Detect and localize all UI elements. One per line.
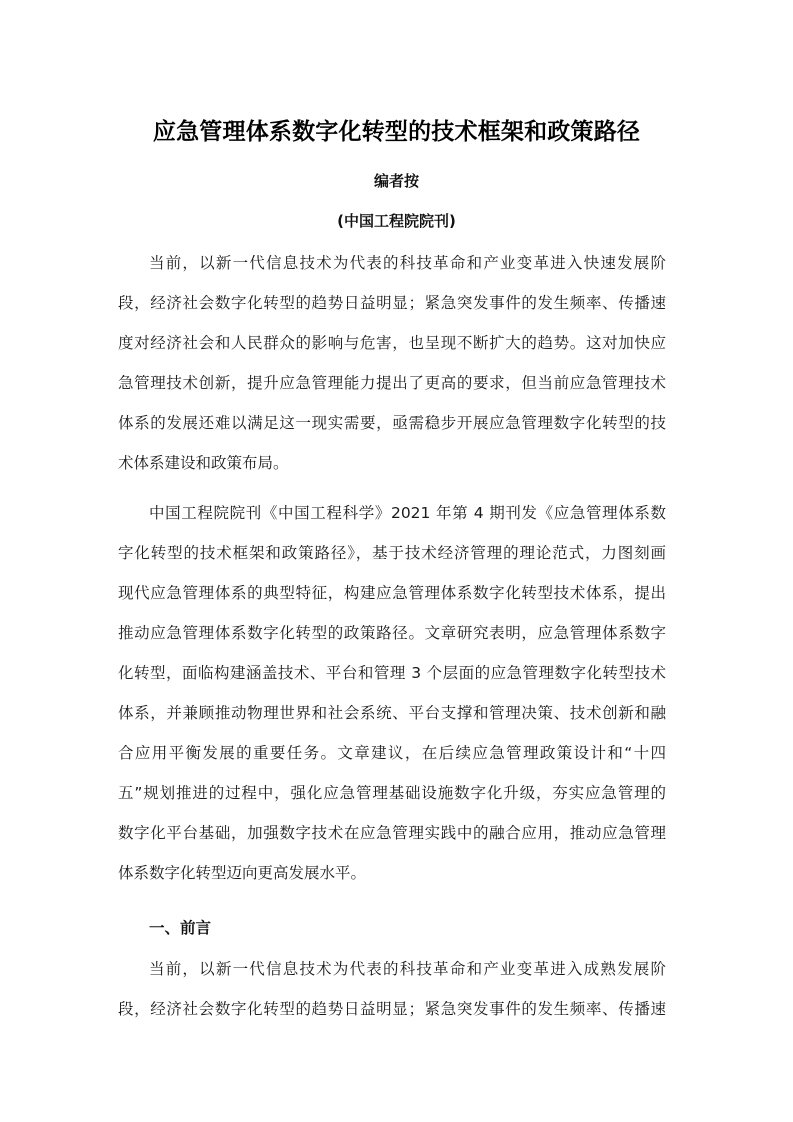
paragraph-3-line-2: 段，经济社会数字化转型的趋势日益明显；紧急突发事件的发生频率、传播速 xyxy=(118,1000,666,1018)
paragraph-2-line-1: 中国工程院院刊《中国工程科学》2021 年第 4 期刊发《应急管理体系数 xyxy=(149,504,666,522)
paragraph-1-line-1: 当前，以新一代信息技术为代表的科技革命和产业变革进入快速发展阶 xyxy=(149,254,666,272)
paragraph-2-line-3: 现代应急管理体系的典型特征，构建应急管理体系数字化转型技术体系，提出 xyxy=(118,584,666,602)
paragraph-2-line-4: 推动应急管理体系数字化转型的政策路径。文章研究表明，应急管理体系数字 xyxy=(118,624,666,642)
paragraph-2-line-2: 字化转型的技术框架和政策路径》，基于技术经济管理的理论范式，力图刻画 xyxy=(118,544,666,562)
editor-note-heading: 编者按 xyxy=(373,172,419,190)
document-title: 应急管理体系数字化转型的技术框架和政策路径 xyxy=(152,118,641,145)
paragraph-2-line-8: 五”规划推进的过程中，强化应急管理基础设施数字化升级，夯实应急管理的 xyxy=(118,784,666,802)
paragraph-2-line-5: 化转型，面临构建涵盖技术、平台和管理 3 个层面的应急管理数字化转型技术 xyxy=(118,664,666,682)
paragraph-2-line-7: 合应用平衡发展的重要任务。文章建议，在后续应急管理政策设计和“十四 xyxy=(118,744,666,762)
paragraph-1-line-5: 体系的发展还难以满足这一现实需要，亟需稳步开展应急管理数字化转型的技 xyxy=(118,414,666,432)
paragraph-2-line-6: 体系，并兼顾推动物理世界和社会系统、平台支撑和管理决策、技术创新和融 xyxy=(118,704,666,722)
paragraph-1-line-3: 度对经济社会和人民群众的影响与危害，也呈现不断扩大的趋势。这对加快应 xyxy=(118,334,666,352)
source-line: (中国工程院院刊) xyxy=(337,212,456,230)
paragraph-2-line-9: 数字化平台基础，加强数字技术在应急管理实践中的融合应用，推动应急管理 xyxy=(118,824,666,842)
paragraph-2-line-10: 体系数字化转型迈向更高发展水平。 xyxy=(118,864,367,882)
paragraph-3-line-1: 当前，以新一代信息技术为代表的科技革命和产业变革进入成熟发展阶 xyxy=(149,960,666,978)
paragraph-1-line-4: 急管理技术创新，提升应急管理能力提出了更高的要求，但当前应急管理技术 xyxy=(118,374,666,392)
paragraph-1-line-2: 段，经济社会数字化转型的趋势日益明显；紧急突发事件的发生频率、传播速 xyxy=(118,294,666,312)
paragraph-1-line-6: 术体系建设和政策布局。 xyxy=(118,454,289,472)
section-1-heading: 一、前言 xyxy=(149,919,212,937)
